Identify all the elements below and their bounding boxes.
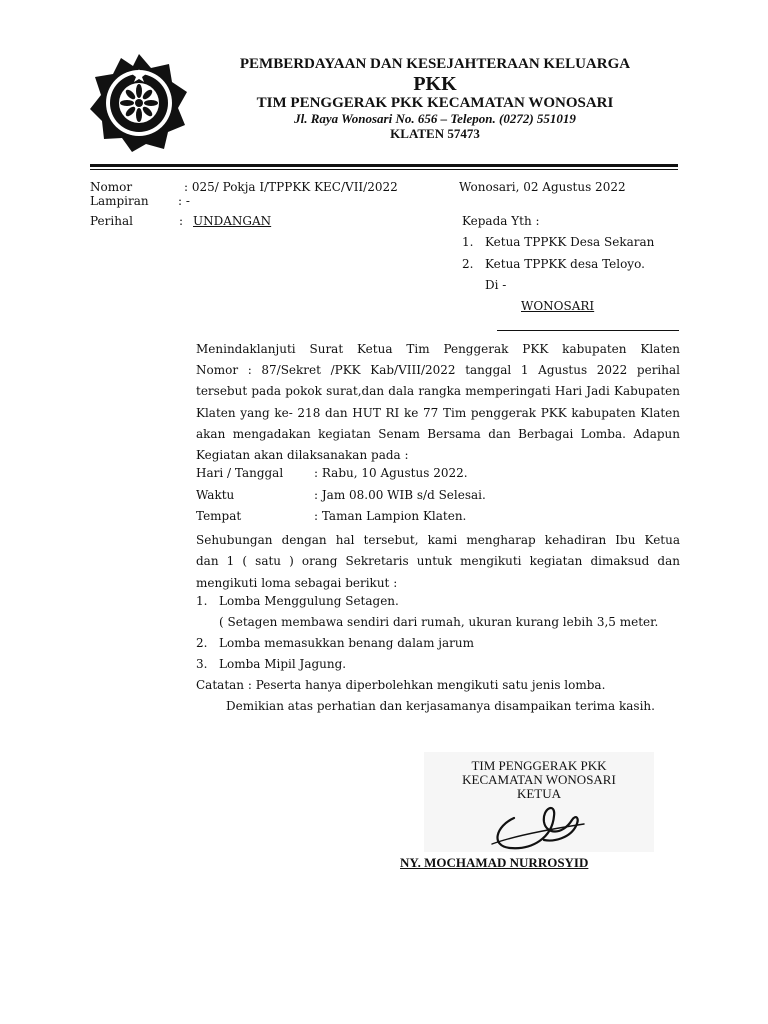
followup-line: Sehubungan dengan hal tersebut, kami mengharap kehadiran Ibu Ketua <box>196 533 680 547</box>
recipient-di: Di - <box>485 278 507 292</box>
recipient-place: WONOSARI <box>521 299 595 313</box>
handwritten-signature-icon <box>484 796 594 856</box>
competition-item: Lomba Mipil Jagung. <box>219 657 347 671</box>
letterhead-team: TIM PENGGERAK PKK KECAMATAN WONOSARI <box>256 95 614 111</box>
competition-item: Lomba memasukkan benang dalam jarum <box>219 636 474 650</box>
note-text: Catatan : Peserta hanya diperbolehkan mengikuti satu jenis lomba. <box>196 678 606 692</box>
pkk-logo-icon <box>88 52 190 154</box>
competition-num: 3. <box>196 657 208 671</box>
competition-item: Lomba Menggulung Setagen. <box>219 594 399 608</box>
recipient-underline <box>497 330 679 331</box>
place-date: Wonosari, 02 Agustus 2022 <box>459 180 626 194</box>
nomor-value: : 025/ Pokja I/TPPKK KEC/VII/2022 <box>184 180 398 194</box>
body-line: tersebut pada pokok surat,dan dala rangka memperingati Hari Jadi Kabupaten <box>196 384 680 398</box>
letterhead-city: KLATEN 57473 <box>390 126 480 141</box>
recipient-item: Ketua TPPKK desa Teloyo. <box>485 257 645 271</box>
header-divider <box>90 164 678 167</box>
body-line: Kegiatan akan dilaksanakan pada : <box>196 448 409 462</box>
followup-line: dan 1 ( satu ) orang Sekretaris untuk mengikuti kegiatan dimaksud dan <box>196 554 680 568</box>
recipient-item: Ketua TPPKK Desa Sekaran <box>485 235 655 249</box>
signature-line3: KETUA <box>516 786 562 801</box>
body-line: Menindaklanjuti Surat Ketua Tim Penggerak PKK kabupaten Klaten <box>196 342 680 356</box>
body-line: akan mengadakan kegiatan Senam Bersama dan Berbagai Lomba. Adapun <box>196 427 680 441</box>
nomor-label: Nomor <box>90 180 133 194</box>
schedule-value: : Rabu, 10 Agustus 2022. <box>314 466 468 480</box>
perihal-value: UNDANGAN <box>193 214 272 228</box>
schedule-label: Waktu <box>196 488 235 502</box>
schedule-label: Hari / Tanggal <box>196 466 284 480</box>
schedule-value: : Jam 08.00 WIB s/d Selesai. <box>314 488 486 502</box>
schedule-label: Tempat <box>196 509 242 523</box>
lampiran-value: : - <box>178 194 190 208</box>
body-line: Nomor : 87/Sekret /PKK Kab/VIII/2022 tanggal 1 Agustus 2022 perihal <box>196 363 680 377</box>
competition-num: 2. <box>196 636 208 650</box>
signature-line1: TIM PENGGERAK PKK <box>471 758 607 773</box>
signatory-name: NY. MOCHAMAD NURROSYID <box>400 855 589 870</box>
perihal-colon: : <box>179 214 184 228</box>
perihal-label: Perihal <box>90 214 133 228</box>
recipient-item-num: 2. <box>462 257 474 271</box>
body-line: Klaten yang ke- 218 dan HUT RI ke 77 Tim penggerak PKK kabupaten Klaten <box>196 406 680 420</box>
letterhead-org: PEMBERDAYAAN DAN KESEJAHTERAAN KELUARGA <box>239 56 631 72</box>
competition-num: 1. <box>196 594 208 608</box>
followup-line: mengikuti loma sebagai berikut : <box>196 576 398 590</box>
letterhead-address: Jl. Raya Wonosari No. 656 – Telepon. (0272) 551019 <box>294 111 576 126</box>
competition-note: ( Setagen membawa sendiri dari rumah, ukuran kurang lebih 3,5 meter. <box>219 615 659 629</box>
lampiran-label: Lampiran <box>90 194 149 208</box>
recipient-greeting: Kepada Yth : <box>462 214 540 228</box>
signature-line2: KECAMATAN WONOSARI <box>462 772 616 787</box>
letterhead-abbr: PKK <box>413 73 457 95</box>
header-divider-thin <box>90 169 678 170</box>
closing-text: Demikian atas perhatian dan kerjasamanya disampaikan terima kasih. <box>226 699 655 713</box>
recipient-item-num: 1. <box>462 235 474 249</box>
schedule-value: : Taman Lampion Klaten. <box>314 509 467 523</box>
